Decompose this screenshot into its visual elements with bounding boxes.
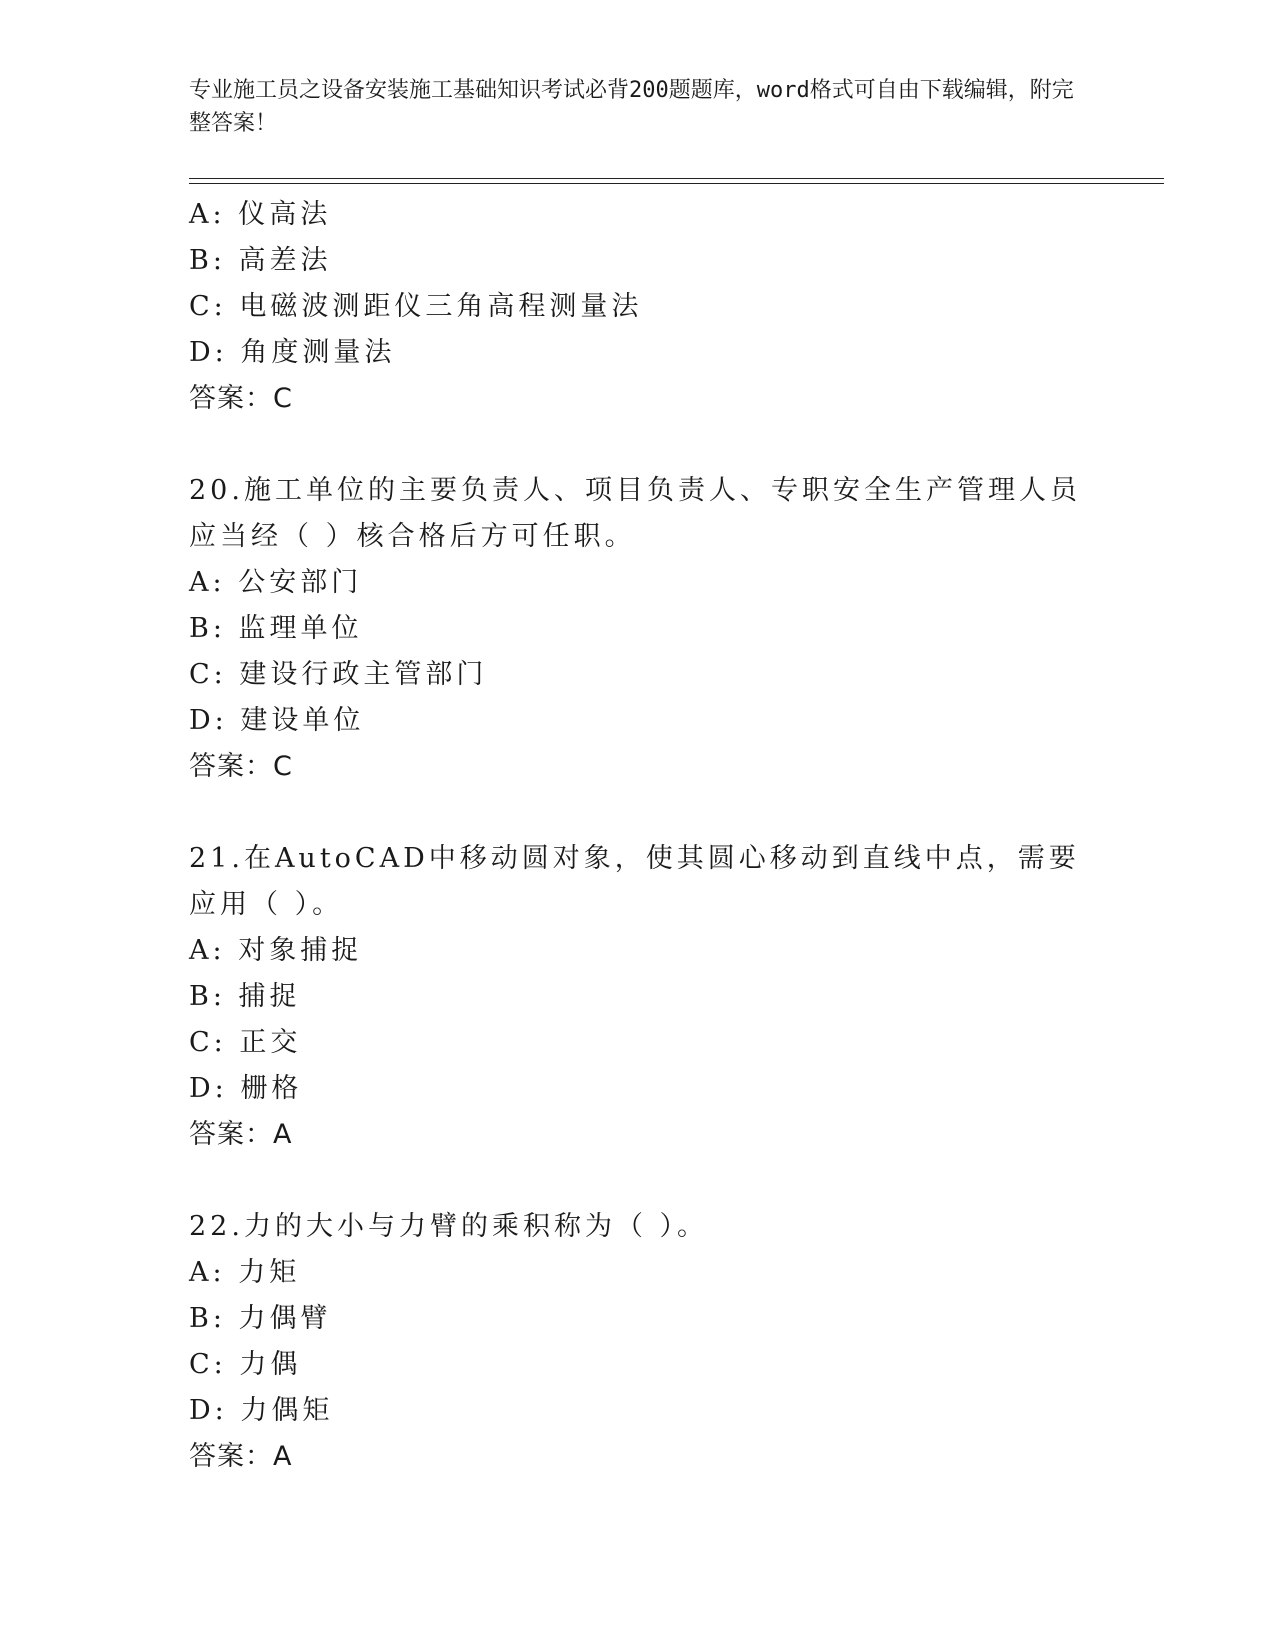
answer-value: A xyxy=(273,1441,293,1472)
option-text: 力矩 xyxy=(238,1257,301,1288)
answer-label: 答案： xyxy=(189,1441,273,1472)
question-21 xyxy=(189,836,1089,1158)
option-d xyxy=(189,1388,1089,1434)
answer-value: A xyxy=(273,1119,293,1150)
option-letter: D: xyxy=(189,705,228,736)
question-stem: 20.施工单位的主要负责人、项目负责人、专职安全生产管理人员应当经（ ）核合格后方可任职。 xyxy=(189,475,1081,552)
option-text: 对象捕捉 xyxy=(238,935,363,966)
option-text: 仪高法 xyxy=(238,199,332,230)
option-letter: B: xyxy=(189,1303,226,1334)
answer-line xyxy=(189,744,1089,790)
option-letter: B: xyxy=(189,245,226,276)
option-letter: A: xyxy=(189,935,226,966)
question-stem: 21.在AutoCAD中移动圆对象，使其圆心移动到直线中点，需要应用（ ）。 xyxy=(189,843,1080,920)
option-letter: D: xyxy=(189,337,228,368)
option-text: 栅格 xyxy=(240,1073,303,1104)
option-letter: A: xyxy=(189,199,226,230)
option-letter: B: xyxy=(189,613,226,644)
header-divider-top xyxy=(189,178,1164,179)
option-b xyxy=(189,238,1089,284)
answer-line xyxy=(189,376,1089,422)
option-c xyxy=(189,1342,1089,1388)
option-letter: C: xyxy=(189,1349,227,1380)
option-text: 建设行政主管部门 xyxy=(239,659,488,690)
option-letter: D: xyxy=(189,1073,228,1104)
option-letter: C: xyxy=(189,659,227,690)
option-d xyxy=(189,1066,1089,1112)
question-stem: 22.力的大小与力臂的乘积称为（ ）。 xyxy=(189,1211,709,1242)
answer-label: 答案： xyxy=(189,383,273,414)
question-19-continued xyxy=(189,192,1089,422)
option-b xyxy=(189,606,1089,652)
option-d xyxy=(189,698,1089,744)
option-text: 公安部门 xyxy=(238,567,363,598)
answer-value: C xyxy=(273,383,293,414)
option-a xyxy=(189,1250,1089,1296)
option-text: 力偶矩 xyxy=(240,1395,334,1426)
option-a xyxy=(189,560,1089,606)
option-text: 高差法 xyxy=(238,245,332,276)
header-divider-bottom xyxy=(189,183,1164,184)
answer-line xyxy=(189,1434,1089,1480)
option-text: 力偶臂 xyxy=(238,1303,332,1334)
option-b xyxy=(189,1296,1089,1342)
option-d xyxy=(189,330,1089,376)
option-text: 捕捉 xyxy=(238,981,301,1012)
option-letter: A: xyxy=(189,567,226,598)
document-header: 专业施工员之设备安装施工基础知识考试必背200题题库，word格式可自由下载编辑，附完整答案！ xyxy=(189,78,1074,136)
question-22 xyxy=(189,1204,1089,1480)
answer-line xyxy=(189,1112,1089,1158)
option-letter: D: xyxy=(189,1395,228,1426)
option-b xyxy=(189,974,1089,1020)
option-text: 正交 xyxy=(239,1027,302,1058)
option-a xyxy=(189,192,1089,238)
option-text: 监理单位 xyxy=(238,613,363,644)
answer-value: C xyxy=(273,751,293,782)
option-c xyxy=(189,284,1089,330)
option-letter: C: xyxy=(189,1027,227,1058)
answer-label: 答案： xyxy=(189,751,273,782)
option-text: 建设单位 xyxy=(240,705,365,736)
option-c xyxy=(189,1020,1089,1066)
option-letter: C: xyxy=(189,291,227,322)
option-letter: B: xyxy=(189,981,226,1012)
option-text: 力偶 xyxy=(239,1349,302,1380)
option-a xyxy=(189,928,1089,974)
option-letter: A: xyxy=(189,1257,226,1288)
question-list xyxy=(189,192,1089,1480)
answer-label: 答案： xyxy=(189,1119,273,1150)
option-c xyxy=(189,652,1089,698)
option-text: 电磁波测距仪三角高程测量法 xyxy=(239,291,643,322)
question-20 xyxy=(189,468,1089,790)
option-text: 角度测量法 xyxy=(240,337,396,368)
